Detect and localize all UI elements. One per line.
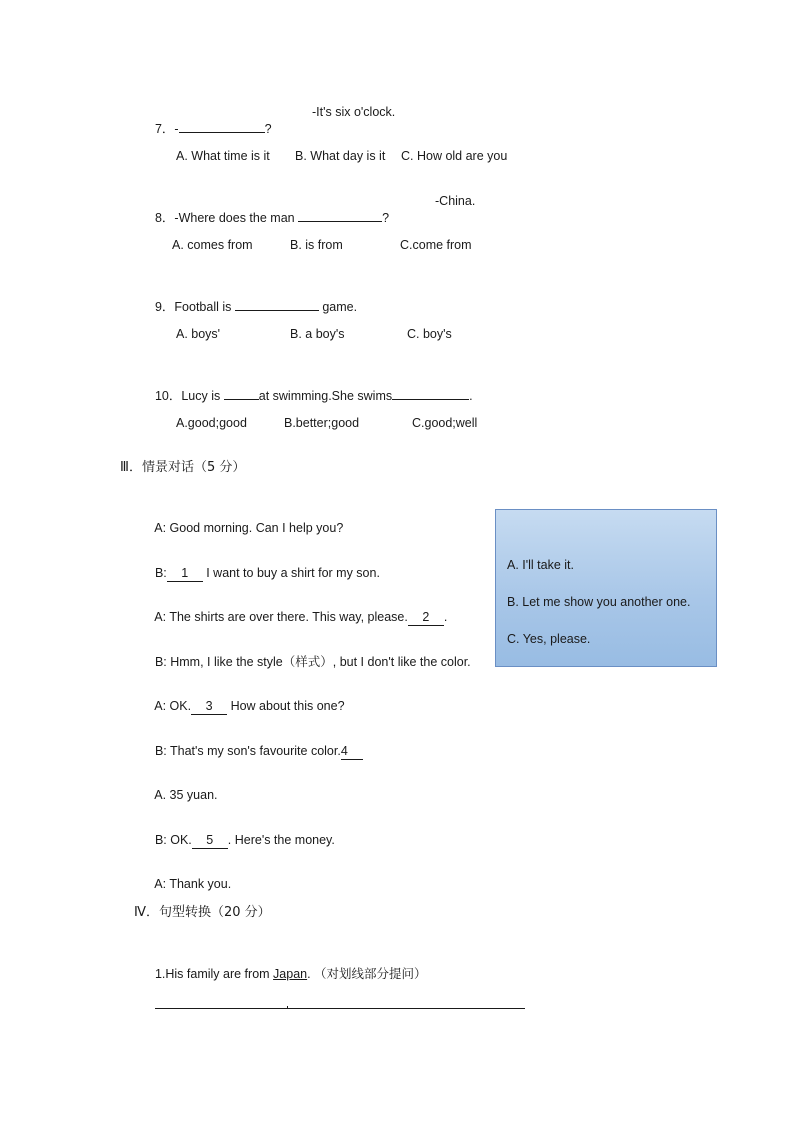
option-c: C. boy's xyxy=(407,327,452,341)
question-number: 8． xyxy=(154,211,175,225)
question-8-response: -China. xyxy=(435,194,476,208)
dialog-line-7: A. 35 yuan. xyxy=(154,788,218,802)
answer-line-divider xyxy=(287,1006,288,1009)
answer-blank[interactable] xyxy=(235,298,319,311)
question-stem-post: . xyxy=(469,389,473,403)
dialog-line-2: B: 1 I want to buy a shirt for my son. xyxy=(154,566,380,580)
question-number: 9． xyxy=(154,300,175,314)
question-7 xyxy=(148,104,272,137)
answer-blank[interactable] xyxy=(179,120,265,133)
question-stem-post: game. xyxy=(318,300,358,314)
section-3-title: Ⅲ．情景对话（5 分） xyxy=(120,460,246,475)
answer-blank[interactable] xyxy=(298,209,382,222)
section-4-title: Ⅳ．句型转换（20 分） xyxy=(134,905,271,920)
question-stem-pre: - xyxy=(174,122,179,136)
option-c: C.good;well xyxy=(412,416,478,430)
dialog-line-6: B: That's my son's favourite color.4 xyxy=(148,727,363,760)
dialog-line-8: B: OK. 5 . Here's the money. xyxy=(154,833,335,847)
question-9 xyxy=(148,282,357,315)
dialog-blank-5[interactable]: 5 xyxy=(192,832,228,849)
question-number: 10． xyxy=(154,389,182,403)
choice-c: C. Yes, please. xyxy=(507,632,591,646)
dialog-line-9: A: Thank you. xyxy=(154,877,232,891)
question-stem-pre: Lucy is xyxy=(181,389,224,403)
question-stem-post: ? xyxy=(264,122,272,136)
answer-blank[interactable] xyxy=(392,387,469,400)
dialog-line-4: B: Hmm, I like the style（样式）, but I don't like the color. xyxy=(154,655,471,669)
option-c: C.come from xyxy=(400,238,472,252)
answer-line[interactable] xyxy=(155,1008,525,1009)
choices-box xyxy=(495,509,717,667)
question-stem-mid: at swimming.She swims xyxy=(258,389,393,403)
option-c: C. How old are you xyxy=(401,149,508,163)
question-7-response: -It's six o'clock. xyxy=(312,105,396,119)
option-b: B. is from xyxy=(290,238,343,252)
answer-blank[interactable] xyxy=(224,387,259,400)
dialog-blank-1[interactable]: 1 xyxy=(167,565,203,582)
dialog-line-3: A: The shirts are over there. This way, please. 2 . xyxy=(154,610,448,624)
question-8 xyxy=(148,193,389,226)
dialog-line-1: A: Good morning. Can I help you? xyxy=(154,521,344,535)
option-a: A. boys' xyxy=(176,327,221,341)
dialog-line-5: A: OK. 3 How about this one? xyxy=(154,699,345,713)
question-number: 7． xyxy=(154,122,175,136)
option-a: A.good;good xyxy=(176,416,247,430)
question-stem-post: ? xyxy=(382,211,390,225)
question-stem-pre: -Where does the man xyxy=(174,211,299,225)
choice-a: A. I'll take it. xyxy=(507,558,574,572)
option-a: A. What time is it xyxy=(176,149,270,163)
choice-b: B. Let me show you another one. xyxy=(507,595,691,609)
dialog-blank-3[interactable]: 3 xyxy=(191,698,227,715)
dialog-blank-2[interactable]: 2 xyxy=(408,609,444,626)
option-b: B. a boy's xyxy=(290,327,345,341)
option-b: B. What day is it xyxy=(295,149,386,163)
option-b: B.better;good xyxy=(284,416,360,430)
dialog-blank-4[interactable]: 4 xyxy=(341,743,363,760)
question-stem-pre: Football is xyxy=(174,300,235,314)
section-4-question-1: 1.His family are from Japan. （对划线部分提问） xyxy=(154,967,427,981)
underlined-word: Japan xyxy=(273,967,308,981)
question-10 xyxy=(148,371,473,404)
option-a: A. comes from xyxy=(172,238,253,252)
